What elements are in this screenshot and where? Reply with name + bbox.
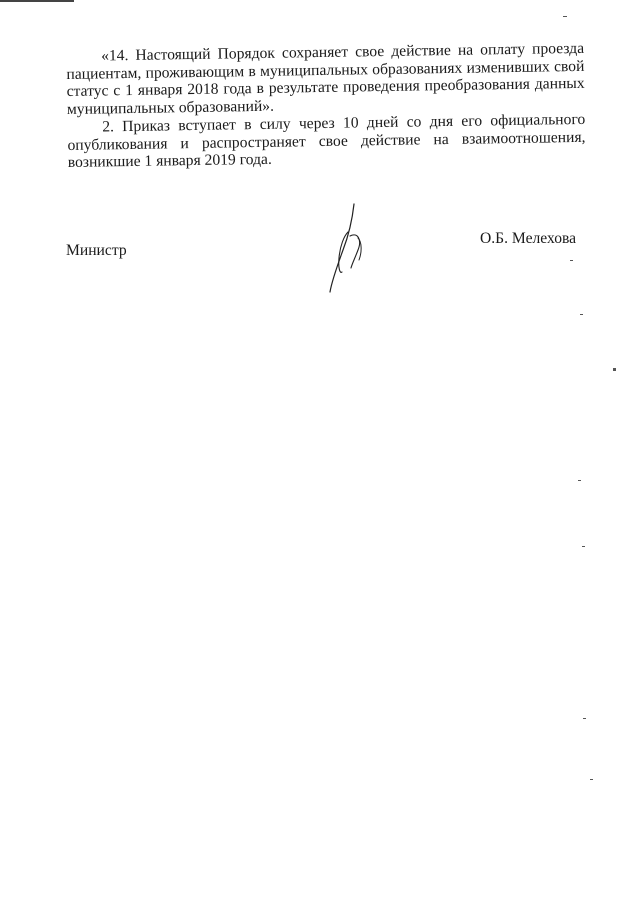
paragraph-effective-date: 2. Приказ вступает в силу через 10 дней со дня его официального опубликования и распространяет свое действие на взаимоотношения, возникшие 1 января 2019 года. (67, 110, 586, 171)
scan-speck (570, 260, 573, 261)
document-body (66, 40, 586, 172)
signature-block (66, 200, 586, 300)
handwritten-signature (324, 202, 374, 297)
scan-speck (583, 718, 586, 719)
scan-speck (613, 368, 616, 371)
signatory-name: О.Б. Мелехова (480, 230, 577, 247)
paragraph-clause-14: «14. Настоящий Порядок сохраняет свое действие на оплату проезда пациентам, проживающим в муниципальных образованиях изменивших свой статус с 1 января 2018 года в результате проведения преобразования данных муниципальных образований». (66, 39, 585, 118)
scan-edge-mark (0, 0, 74, 2)
scan-speck (578, 480, 581, 481)
scan-speck (563, 16, 567, 17)
scan-speck (580, 314, 583, 315)
signatory-title: Министр (66, 242, 127, 259)
scan-speck (590, 779, 593, 780)
scan-speck (582, 546, 585, 547)
